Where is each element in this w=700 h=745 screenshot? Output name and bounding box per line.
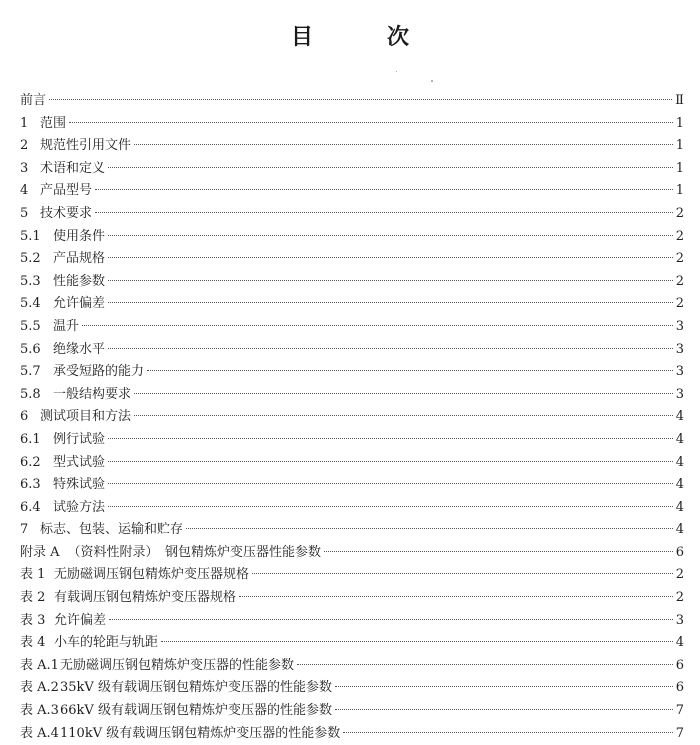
toc-entry[interactable] <box>20 519 684 542</box>
toc-entry-number: 5.1 <box>20 228 41 244</box>
toc-entry-page: 6 <box>675 544 684 560</box>
toc-entry-number: 表 2 <box>20 590 46 606</box>
toc-entry-page: 3 <box>675 318 684 334</box>
toc-entry[interactable] <box>20 429 684 452</box>
toc-entry[interactable] <box>20 113 684 136</box>
dot-leader <box>186 528 673 529</box>
dot-leader <box>335 709 673 710</box>
toc-entry-number: 6.3 <box>20 477 41 493</box>
scan-speck <box>396 71 397 72</box>
toc-entry-page: 1 <box>675 138 684 154</box>
toc-entry-page: 1 <box>675 183 684 199</box>
dot-leader <box>108 302 673 303</box>
toc-entry[interactable] <box>20 180 684 203</box>
toc-entry-label: 前言 <box>20 93 47 108</box>
dot-leader <box>134 415 673 416</box>
dot-leader <box>134 144 673 145</box>
toc-entry[interactable] <box>20 474 684 497</box>
toc-entry[interactable] <box>20 135 684 158</box>
toc-entry-number: 6.2 <box>20 454 41 470</box>
toc-entry-page: 1 <box>675 160 684 176</box>
dot-leader <box>108 461 673 462</box>
toc-entry-page: 3 <box>675 612 684 628</box>
toc-entry-label: 标志、包装、运输和贮存 <box>40 522 184 538</box>
toc-entry[interactable] <box>20 587 684 610</box>
dot-leader <box>147 370 673 371</box>
toc-entry-page: 1 <box>675 115 684 131</box>
toc-entry-number: 5.5 <box>20 318 41 334</box>
toc-entry-label: 无励磁调压钢包精炼炉变压器的性能参数 <box>60 657 295 673</box>
toc-entry-label: 35kV 级有载调压钢包精炼炉变压器的性能参数 <box>60 680 332 696</box>
toc-entry-page: 2 <box>675 273 684 289</box>
toc-entry-number: 表 3 <box>20 612 46 628</box>
toc-entry-number: 表 A.1 <box>20 657 59 673</box>
toc-entry-label: 使用条件 <box>53 228 106 244</box>
toc-entry[interactable] <box>20 723 684 745</box>
toc-entry[interactable] <box>20 158 684 181</box>
dot-leader <box>49 99 672 100</box>
toc-entry-number: 4 <box>20 183 29 199</box>
toc-entry[interactable] <box>20 452 684 475</box>
toc-entry[interactable] <box>20 610 684 633</box>
toc-entry[interactable] <box>20 384 684 407</box>
toc-entry-page: 3 <box>675 341 684 357</box>
toc-entry-label: 产品规格 <box>53 251 106 267</box>
dot-leader <box>95 189 673 190</box>
toc-entry-page: 4 <box>675 454 684 470</box>
toc-entry-page: 4 <box>675 522 684 538</box>
toc-entry-label: 温升 <box>53 318 80 334</box>
toc-entry-page: 2 <box>675 251 684 267</box>
toc-entry-page: 2 <box>675 590 684 606</box>
toc-entry-label: 允许偏差 <box>54 612 107 628</box>
toc-entry[interactable] <box>20 655 684 678</box>
toc-entry-number: 5.4 <box>20 296 41 312</box>
toc-entry[interactable] <box>20 293 684 316</box>
toc-entry-label: 试验方法 <box>53 499 106 515</box>
toc-entry-number: 6.4 <box>20 499 41 515</box>
toc-entry-label: 绝缘水平 <box>53 341 106 357</box>
toc-entry-label: 有载调压钢包精炼炉变压器规格 <box>54 590 237 606</box>
toc-entry-label: 允许偏差 <box>53 296 106 312</box>
toc-entry-label: （资料性附录） 钢包精炼炉变压器性能参数 <box>67 544 322 560</box>
dot-leader <box>108 483 673 484</box>
toc-entry-label: 110kV 级有载调压钢包精炼炉变压器的性能参数 <box>60 725 341 741</box>
toc-entry[interactable] <box>20 226 684 249</box>
dot-leader <box>108 257 673 258</box>
toc-entry-page: 3 <box>675 364 684 380</box>
dot-leader <box>108 235 673 236</box>
dot-leader <box>335 686 673 687</box>
toc-entry-label: 特殊试验 <box>53 477 106 493</box>
toc-entry-number: 表 A.4 <box>20 725 59 741</box>
toc-entry-label: 小车的轮距与轨距 <box>54 635 159 651</box>
toc-entry-page: 7 <box>675 703 684 719</box>
dot-leader <box>109 619 673 620</box>
toc-entry-label: 承受短路的能力 <box>53 364 145 380</box>
toc-entry-page: 4 <box>675 409 684 425</box>
dot-leader <box>108 506 673 507</box>
toc-entry-number: 表 A.2 <box>20 680 59 696</box>
dot-leader <box>134 393 673 394</box>
toc-entry-page: 2 <box>675 296 684 312</box>
toc-entry-page: 2 <box>675 228 684 244</box>
toc-entry[interactable] <box>20 361 684 384</box>
toc-entry[interactable] <box>20 406 684 429</box>
toc-entry[interactable] <box>20 271 684 294</box>
dot-leader <box>82 325 673 326</box>
dot-leader <box>69 122 673 123</box>
toc-entry-number: 表 4 <box>20 635 46 651</box>
toc-entry[interactable] <box>20 90 684 113</box>
dot-leader <box>252 573 673 574</box>
toc-entry-number: 3 <box>20 160 29 176</box>
toc-entry[interactable] <box>20 700 684 723</box>
toc-entry-label: 例行试验 <box>53 431 106 447</box>
toc-entry-number: 6 <box>20 409 29 425</box>
table-of-contents <box>20 90 684 745</box>
dot-leader <box>161 641 673 642</box>
toc-entry[interactable] <box>20 497 684 520</box>
dot-leader <box>108 348 673 349</box>
toc-entry-number: 2 <box>20 138 29 154</box>
toc-entry-label: 范围 <box>40 115 67 131</box>
toc-entry-page: 6 <box>675 680 684 696</box>
toc-entry-label: 规范性引用文件 <box>40 138 132 154</box>
toc-entry-page: 4 <box>675 477 684 493</box>
toc-entry[interactable] <box>20 542 684 565</box>
dot-leader <box>239 596 673 597</box>
toc-entry[interactable] <box>20 677 684 700</box>
toc-entry-page: 7 <box>675 725 684 741</box>
toc-entry-label: 测试项目和方法 <box>40 409 132 425</box>
toc-entry-number: 7 <box>20 522 29 538</box>
toc-entry-number: 1 <box>20 115 29 131</box>
toc-entry-number: 6.1 <box>20 431 41 447</box>
toc-entry-page: 4 <box>675 635 684 651</box>
toc-entry-page: 6 <box>675 657 684 673</box>
toc-entry-label: 术语和定义 <box>40 160 106 176</box>
toc-entry-number: 5 <box>20 205 29 221</box>
toc-entry-page: 2 <box>675 205 684 221</box>
toc-entry[interactable] <box>20 316 684 339</box>
toc-entry-page: 4 <box>675 431 684 447</box>
toc-entry-number: 5.6 <box>20 341 41 357</box>
toc-entry-label: 性能参数 <box>53 273 106 289</box>
scan-speck <box>431 80 433 82</box>
dot-leader <box>108 167 673 168</box>
dot-leader <box>324 551 673 552</box>
dot-leader <box>95 212 673 213</box>
toc-entry-label: 一般结构要求 <box>53 386 132 402</box>
toc-entry-label: 66kV 级有载调压钢包精炼炉变压器的性能参数 <box>60 703 332 719</box>
toc-entry-page: Ⅱ <box>675 93 684 108</box>
page-title: 目 次 <box>290 24 435 50</box>
toc-entry-page: 4 <box>675 499 684 515</box>
toc-entry-number: 附录 A <box>20 544 60 560</box>
toc-entry-label: 型式试验 <box>53 454 106 470</box>
toc-entry-label: 产品型号 <box>40 183 93 199</box>
toc-entry[interactable] <box>20 632 684 655</box>
dot-leader <box>297 664 673 665</box>
dot-leader <box>343 732 673 733</box>
dot-leader <box>108 280 673 281</box>
dot-leader <box>108 438 673 439</box>
toc-entry[interactable] <box>20 203 684 226</box>
toc-entry-page: 3 <box>675 386 684 402</box>
toc-entry-number: 5.7 <box>20 364 41 380</box>
toc-entry-number: 5.8 <box>20 386 41 402</box>
toc-entry-number: 5.3 <box>20 273 41 289</box>
toc-entry-page: 2 <box>675 567 684 583</box>
toc-entry[interactable] <box>20 339 684 362</box>
toc-entry[interactable] <box>20 248 684 271</box>
toc-entry-label: 无励磁调压钢包精炼炉变压器规格 <box>54 567 250 583</box>
toc-entry-number: 表 1 <box>20 567 46 583</box>
toc-entry[interactable] <box>20 564 684 587</box>
toc-entry-number: 5.2 <box>20 251 41 267</box>
toc-entry-label: 技术要求 <box>40 205 93 221</box>
toc-entry-number: 表 A.3 <box>20 703 59 719</box>
